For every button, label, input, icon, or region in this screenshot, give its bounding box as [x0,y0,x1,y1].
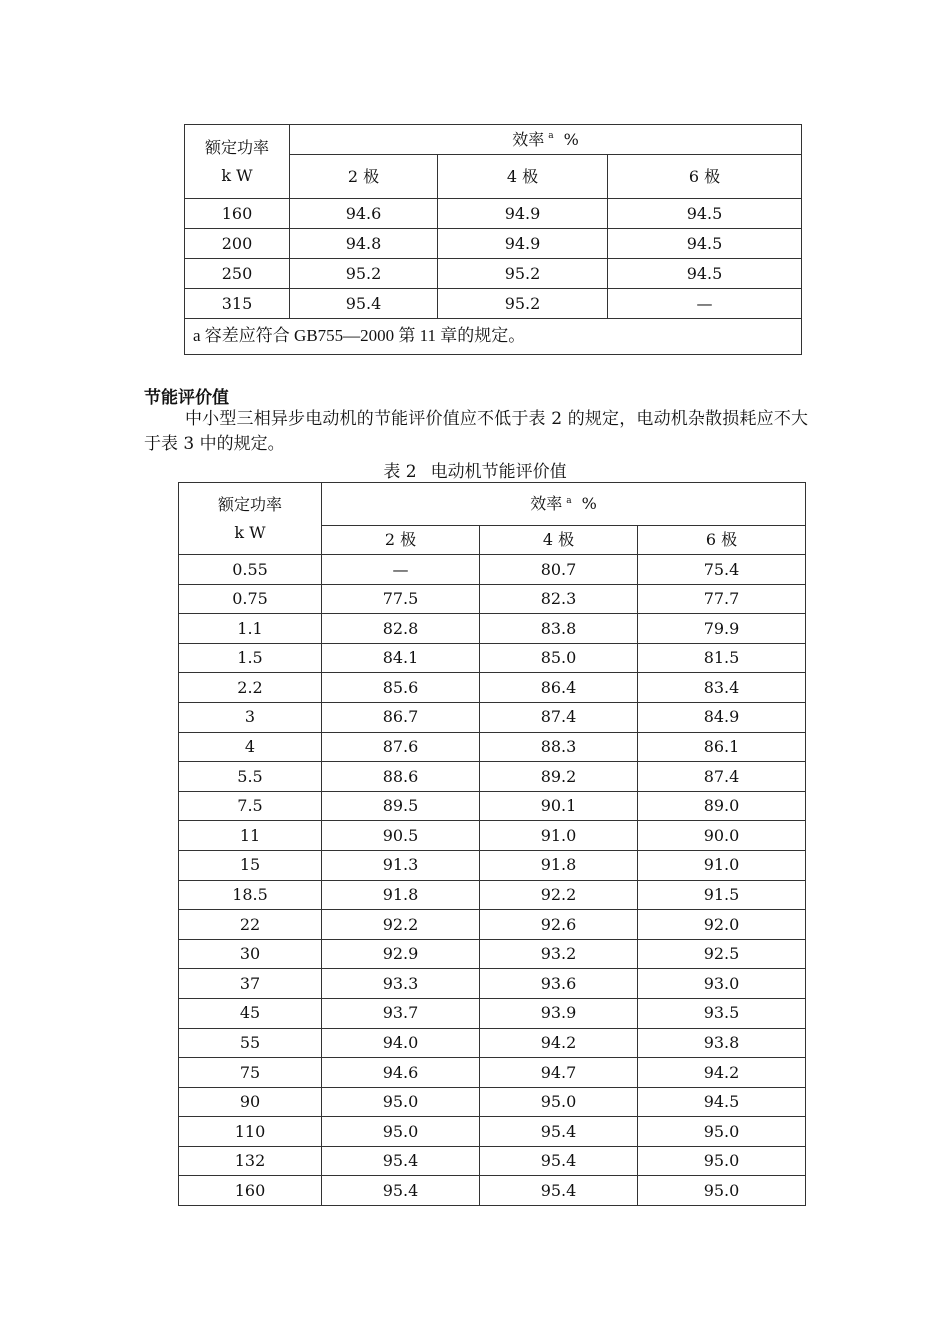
pole-header: 2 极 [290,155,438,199]
energy-saving-evaluation-table [178,482,806,1206]
table-row [179,732,806,762]
efficiency-cell: 94.6 [290,199,438,229]
table-row [179,998,806,1028]
efficiency-cell: 95.4 [322,1176,480,1206]
table-row [185,259,802,289]
efficiency-cell: 93.9 [480,998,638,1028]
table-row [179,584,806,614]
efficiency-cell: 88.6 [322,762,480,792]
efficiency-cell: 92.0 [638,910,806,940]
efficiency-cell: 94.5 [608,199,802,229]
efficiency-cell: 92.2 [322,910,480,940]
efficiency-label: 效率 [530,494,563,514]
rated-power-cell: 18.5 [179,880,322,910]
efficiency-cell: 90.1 [480,791,638,821]
efficiency-cell: 93.8 [638,1028,806,1058]
efficiency-cell: 95.2 [438,259,608,289]
rated-power-cell: 75 [179,1058,322,1088]
efficiency-cell: 87.4 [480,702,638,732]
footnote-marker: a [548,131,554,142]
table-row [179,939,806,969]
efficiency-cell: 82.8 [322,614,480,644]
efficiency-cell: 87.6 [322,732,480,762]
rated-power-cell: 160 [179,1176,322,1206]
efficiency-cell: 95.0 [638,1146,806,1176]
efficiency-cell: 95.0 [480,1087,638,1117]
efficiency-cell: 95.0 [322,1117,480,1147]
caption-number: 表 2 [383,462,417,482]
rated-power-cell: 2.2 [179,673,322,703]
table-row [179,643,806,673]
pole-header: 2 极 [322,526,480,555]
efficiency-cell: 90.5 [322,821,480,851]
table-row [185,199,802,229]
rated-power-cell: 7.5 [179,791,322,821]
efficiency-cell: 95.4 [322,1146,480,1176]
efficiency-cell: 95.0 [638,1117,806,1147]
table-row [185,289,802,319]
efficiency-cell: 94.5 [608,229,802,259]
rated-power-header [185,125,290,199]
table-row [179,1087,806,1117]
rated-power-cell: 0.75 [179,584,322,614]
pole-header: 4 极 [438,155,608,199]
footnote-marker: a [566,495,572,506]
section-title: 节能评价值 [144,388,229,408]
rated-power-cell: 30 [179,939,322,969]
efficiency-header [322,483,806,526]
efficiency-cell: 83.4 [638,673,806,703]
efficiency-cell: 89.5 [322,791,480,821]
efficiency-cell: 79.9 [638,614,806,644]
table-row [179,1146,806,1176]
efficiency-cell: 81.5 [638,643,806,673]
efficiency-cell: 93.2 [480,939,638,969]
rated-power-cell: 1.1 [179,614,322,644]
rated-power-cell: 15 [179,850,322,880]
table-row [179,910,806,940]
rated-power-header [179,483,322,555]
rated-power-label: 额定功率 [204,138,269,158]
pole-header: 6 极 [608,155,802,199]
table-row [185,229,802,259]
rated-power-cell: 22 [179,910,322,940]
efficiency-cell: 95.4 [290,289,438,319]
efficiency-cell: 90.0 [638,821,806,851]
rated-power-cell: 110 [179,1117,322,1147]
table-caption [0,457,950,482]
efficiency-cell: 83.8 [480,614,638,644]
efficiency-cell: 95.2 [438,289,608,319]
pole-header: 4 极 [480,526,638,555]
rated-power-cell: 3 [179,702,322,732]
efficiency-cell: 95.2 [290,259,438,289]
efficiency-cell: 94.2 [480,1028,638,1058]
efficiency-label: 效率 [512,129,545,149]
efficiency-cell: 86.7 [322,702,480,732]
efficiency-cell: 87.4 [638,762,806,792]
table-row [179,969,806,999]
efficiency-cell: 94.6 [322,1058,480,1088]
efficiency-cell: 94.8 [290,229,438,259]
efficiency-cell: 94.5 [608,259,802,289]
efficiency-cell: 92.9 [322,939,480,969]
efficiency-cell: 94.9 [438,229,608,259]
rated-power-cell: 1.5 [179,643,322,673]
efficiency-cell: 93.6 [480,969,638,999]
efficiency-cell: 91.8 [480,850,638,880]
efficiency-cell: 94.7 [480,1058,638,1088]
efficiency-cell: 95.4 [480,1146,638,1176]
table-row [179,850,806,880]
rated-power-cell: 4 [179,732,322,762]
table-row [179,762,806,792]
rated-power-cell: 55 [179,1028,322,1058]
efficiency-cell: 95.0 [322,1087,480,1117]
efficiency-cell: 75.4 [638,555,806,585]
efficiency-cell: 91.5 [638,880,806,910]
table-row [179,1058,806,1088]
efficiency-cell: 95.0 [638,1176,806,1206]
efficiency-cell: 91.0 [480,821,638,851]
rated-power-cell: 37 [179,969,322,999]
efficiency-cell: 95.4 [480,1176,638,1206]
rated-power-cell: 0.55 [179,555,322,585]
efficiency-cell: 93.3 [322,969,480,999]
table-body [179,555,806,1206]
efficiency-unit: % [581,494,597,514]
efficiency-cell: 80.7 [480,555,638,585]
efficiency-cell: 94.5 [638,1087,806,1117]
table-body [185,199,802,319]
rated-power-cell: 90 [179,1087,322,1117]
efficiency-cell: 86.4 [480,673,638,703]
efficiency-cell: 91.3 [322,850,480,880]
efficiency-cell: 95.4 [480,1117,638,1147]
efficiency-cell: 88.3 [480,732,638,762]
efficiency-cell: 86.1 [638,732,806,762]
efficiency-cell: 85.0 [480,643,638,673]
efficiency-cell: 77.7 [638,584,806,614]
efficiency-cell: 93.0 [638,969,806,999]
body-paragraph: 中小型三相异步电动机的节能评价值应不低于表 2 的规定，电动机杂散损耗应不大于表 3 中的规定。 [144,409,808,454]
rated-power-cell: 250 [185,259,290,289]
efficiency-cell: 92.2 [480,880,638,910]
table-row [179,555,806,585]
pole-header: 6 极 [638,526,806,555]
efficiency-unit: % [563,129,579,149]
caption-title: 电动机节能评价值 [430,462,567,482]
table-row [179,673,806,703]
efficiency-cell: 89.2 [480,762,638,792]
rated-power-cell: 45 [179,998,322,1028]
efficiency-cell: 84.9 [638,702,806,732]
table-row [179,702,806,732]
efficiency-cell: 93.5 [638,998,806,1028]
rated-power-unit: k W [234,522,266,542]
rated-power-unit: k W [221,165,253,185]
table-footnote: a 容差应符合 GB755—2000 第 11 章的规定。 [185,319,802,355]
rated-power-cell: 160 [185,199,290,229]
rated-power-cell: 11 [179,821,322,851]
table-row [179,1117,806,1147]
efficiency-cell: 91.0 [638,850,806,880]
efficiency-cell: 93.7 [322,998,480,1028]
efficiency-cell: 94.9 [438,199,608,229]
efficiency-cell: — [608,289,802,319]
table-row [179,880,806,910]
efficiency-cell: 82.3 [480,584,638,614]
rated-power-cell: 200 [185,229,290,259]
rated-power-cell: 315 [185,289,290,319]
efficiency-cell: 84.1 [322,643,480,673]
table-row [179,791,806,821]
efficiency-cell: 85.6 [322,673,480,703]
table-row [179,1176,806,1206]
efficiency-cell: — [322,555,480,585]
table-row [179,614,806,644]
rated-power-label: 额定功率 [217,495,282,515]
efficiency-cell: 94.2 [638,1058,806,1088]
efficiency-cell: 94.0 [322,1028,480,1058]
efficiency-cell: 92.5 [638,939,806,969]
efficiency-cell: 92.6 [480,910,638,940]
efficiency-cell: 89.0 [638,791,806,821]
rated-power-cell: 132 [179,1146,322,1176]
table-row [179,821,806,851]
efficiency-cell: 77.5 [322,584,480,614]
efficiency-table-continued [184,124,802,355]
efficiency-cell: 91.8 [322,880,480,910]
rated-power-cell: 5.5 [179,762,322,792]
efficiency-header [290,125,802,155]
table-row [179,1028,806,1058]
